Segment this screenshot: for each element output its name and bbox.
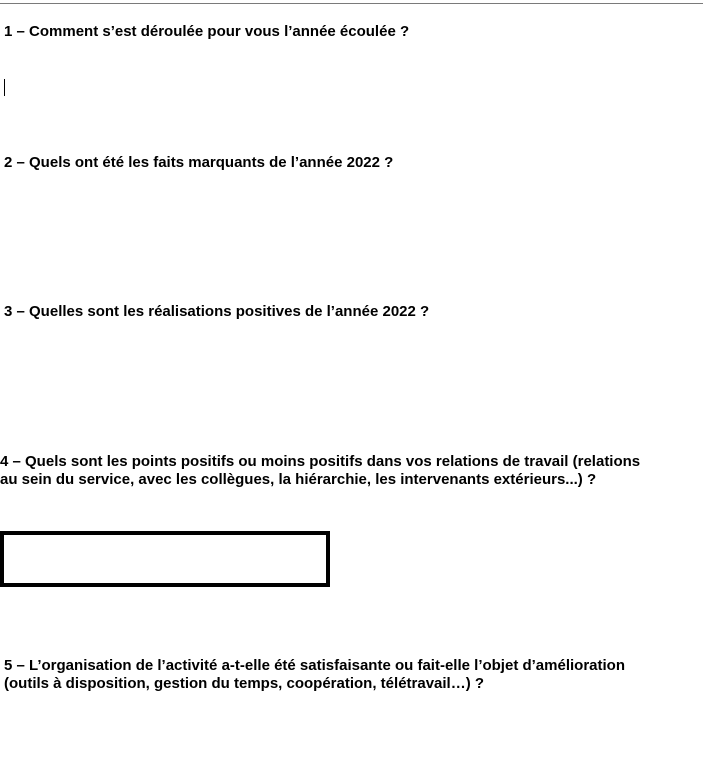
question-3: 3 – Quelles sont les réalisations positives de l’année 2022 ? xyxy=(4,303,430,320)
question-1: 1 – Comment s’est déroulée pour vous l’année écoulée ? xyxy=(4,23,410,40)
question-5: 5 – L’organisation de l’activité a-t-elle été satisfaisante ou fait-elle l’objet d’amélioration (outils à disposition, gestion du temps, coopération, télétravail…) ? xyxy=(4,657,625,692)
question-2: 2 – Quels ont été les faits marquants de l’année 2022 ? xyxy=(4,154,394,171)
text-cursor[interactable] xyxy=(4,79,5,96)
question-4: 4 – Quels sont les points positifs ou moins positifs dans vos relations de travail (relations au sein du service, avec les collègues, la hiérarchie, les intervenants extérieurs...) ? xyxy=(0,453,641,488)
top-divider xyxy=(0,3,703,4)
answer-text-box[interactable] xyxy=(0,531,330,587)
